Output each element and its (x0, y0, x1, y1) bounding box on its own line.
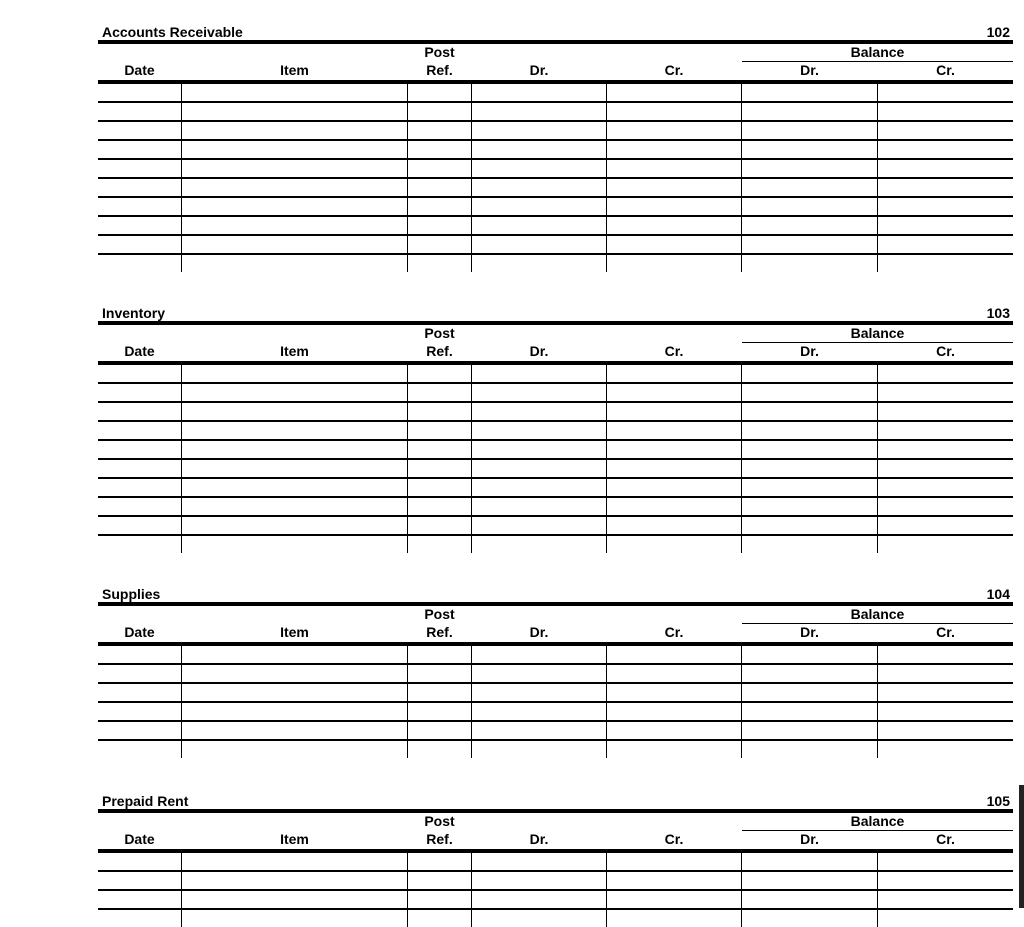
table-row (98, 84, 1013, 103)
ledger-accounts-receivable (98, 24, 1013, 272)
ledger-title: Prepaid Rent (102, 793, 189, 809)
column-separator-3 (471, 853, 472, 927)
header-ref: Ref. (426, 62, 453, 78)
table-row (98, 103, 1013, 122)
header-balance-dr: Dr. (800, 62, 819, 78)
table-row (98, 160, 1013, 179)
column-separator-5 (741, 365, 742, 553)
ledger-rows (98, 853, 1013, 927)
table-row (98, 422, 1013, 441)
account-number: 104 (986, 586, 1010, 602)
header-cr: Cr. (664, 62, 684, 78)
table-row (98, 460, 1013, 479)
header-date: Date (124, 343, 155, 359)
column-header (98, 325, 1013, 361)
column-separator-2 (407, 646, 408, 758)
header-post: Post (424, 44, 455, 60)
ledger-supplies (98, 586, 1013, 758)
table-row (98, 236, 1013, 255)
header-cr: Cr. (664, 624, 684, 640)
column-separator-5 (741, 853, 742, 927)
header-item: Item (280, 343, 309, 359)
ledger-rows (98, 84, 1013, 272)
ledger-titlebar (98, 305, 1013, 321)
header-cr: Cr. (664, 831, 684, 847)
ledger-rows (98, 365, 1013, 553)
column-separator-3 (471, 84, 472, 272)
column-separator-3 (471, 365, 472, 553)
header-balance-cr: Cr. (936, 62, 955, 78)
table-row (98, 479, 1013, 498)
ledger-title: Inventory (102, 305, 166, 321)
ledger-titlebar (98, 793, 1013, 809)
column-separator-6 (877, 365, 878, 553)
column-separator-6 (877, 646, 878, 758)
table-row (98, 646, 1013, 665)
header-balance-cr: Cr. (936, 343, 955, 359)
ledger-titlebar (98, 24, 1013, 40)
table-row (98, 141, 1013, 160)
header-ref: Ref. (426, 831, 453, 847)
column-separator-4 (606, 646, 607, 758)
header-balance-dr: Dr. (800, 343, 819, 359)
column-separator-1 (181, 84, 182, 272)
header-date: Date (124, 624, 155, 640)
column-separator-5 (741, 84, 742, 272)
column-separator-1 (181, 853, 182, 927)
column-separator-2 (407, 853, 408, 927)
column-separator-4 (606, 365, 607, 553)
table-row (98, 217, 1013, 236)
ledger-title: Supplies (102, 586, 161, 602)
header-balance-dr: Dr. (800, 624, 819, 640)
column-separator-3 (471, 646, 472, 758)
account-number: 102 (986, 24, 1010, 40)
header-balance-cr: Cr. (936, 624, 955, 640)
table-row (98, 365, 1013, 384)
header-date: Date (124, 62, 155, 78)
account-number: 105 (986, 793, 1010, 809)
table-row (98, 722, 1013, 741)
header-balance-dr: Dr. (800, 831, 819, 847)
column-separator-6 (877, 853, 878, 927)
header-ref: Ref. (426, 624, 453, 640)
column-header (98, 44, 1013, 80)
table-row (98, 198, 1013, 217)
ledger-inventory (98, 305, 1013, 553)
header-balance: Balance (850, 813, 905, 829)
header-balance-cr: Cr. (936, 831, 955, 847)
window-edge (1019, 785, 1024, 908)
header-ref: Ref. (426, 343, 453, 359)
ledger-titlebar (98, 586, 1013, 602)
table-row (98, 853, 1013, 872)
ledger-prepaid-rent (98, 793, 1013, 927)
header-dr: Dr. (529, 831, 549, 847)
column-header (98, 606, 1013, 642)
table-row (98, 498, 1013, 517)
column-separator-5 (741, 646, 742, 758)
table-row (98, 403, 1013, 422)
column-separator-6 (877, 84, 878, 272)
header-item: Item (280, 62, 309, 78)
table-row (98, 665, 1013, 684)
table-row (98, 703, 1013, 722)
header-item: Item (280, 624, 309, 640)
table-row (98, 517, 1013, 536)
table-row (98, 179, 1013, 198)
column-separator-4 (606, 853, 607, 927)
header-dr: Dr. (529, 62, 549, 78)
table-row (98, 441, 1013, 460)
header-cr: Cr. (664, 343, 684, 359)
header-date: Date (124, 831, 155, 847)
column-separator-1 (181, 365, 182, 553)
header-balance: Balance (850, 606, 905, 622)
table-row (98, 684, 1013, 703)
header-dr: Dr. (529, 343, 549, 359)
column-separator-2 (407, 84, 408, 272)
column-separator-2 (407, 365, 408, 553)
column-separator-1 (181, 646, 182, 758)
table-row (98, 122, 1013, 141)
header-post: Post (424, 606, 455, 622)
header-balance: Balance (850, 325, 905, 341)
header-item: Item (280, 831, 309, 847)
ledger-title: Accounts Receivable (102, 24, 243, 40)
header-dr: Dr. (529, 624, 549, 640)
table-row (98, 872, 1013, 891)
header-post: Post (424, 813, 455, 829)
column-separator-4 (606, 84, 607, 272)
column-header (98, 813, 1013, 849)
table-row (98, 384, 1013, 403)
header-balance: Balance (850, 44, 905, 60)
account-number: 103 (986, 305, 1010, 321)
table-row (98, 891, 1013, 910)
header-post: Post (424, 325, 455, 341)
ledger-rows (98, 646, 1013, 758)
